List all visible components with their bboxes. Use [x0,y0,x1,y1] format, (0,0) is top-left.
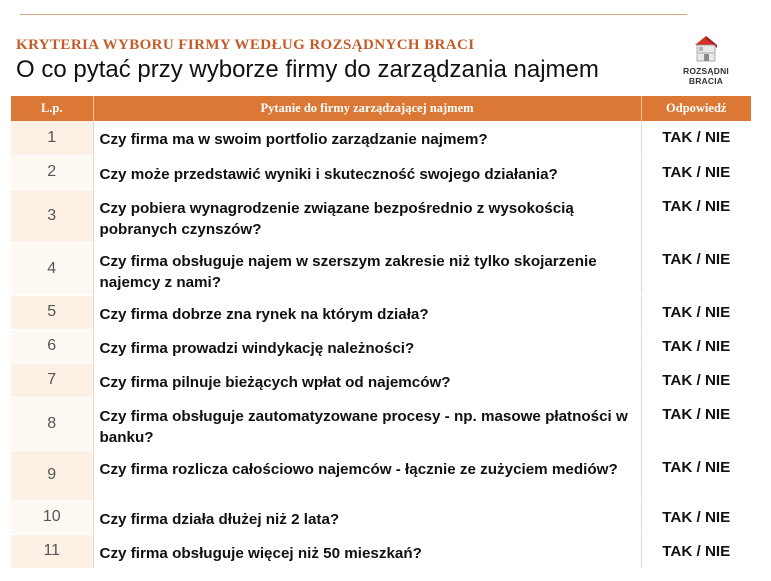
row-number: 5 [11,295,93,329]
row-number: 4 [11,242,93,295]
row-answer: TAK / NIE [641,189,751,242]
criteria-table [11,96,751,569]
table-row [11,500,751,534]
row-answer: TAK / NIE [641,242,751,295]
row-number: 1 [11,121,93,155]
row-answer: TAK / NIE [641,534,751,568]
table-row [11,295,751,329]
table-row [11,534,751,568]
row-answer: TAK / NIE [641,329,751,363]
page-title: O co pytać przy wyborze firmy do zarządzania najmem [16,56,599,83]
table-row [11,155,751,189]
row-number: 2 [11,155,93,189]
table-row [11,450,751,500]
table-row [11,329,751,363]
row-question: Czy firma obsługuje najem w szerszym zakresie niż tylko skojarzenie najemcy z nami? [93,242,641,295]
column-header-lp: L.p. [11,96,93,121]
row-answer: TAK / NIE [641,363,751,397]
table-row [11,242,751,295]
table-row [11,189,751,242]
row-number: 9 [11,450,93,500]
row-question: Czy firma obsługuje więcej niż 50 mieszkań? [93,534,641,568]
column-header-question: Pytanie do firmy zarządzającej najmem [93,96,641,121]
row-question: Czy pobiera wynagrodzenie związane bezpośrednio z wysokością pobranych czynszów? [93,189,641,242]
row-question: Czy firma obsługuje zautomatyzowane procesy - np. masowe płatności w banku? [93,397,641,450]
row-question: Czy firma pilnuje bieżących wpłat od najemców? [93,363,641,397]
row-answer: TAK / NIE [641,500,751,534]
row-number: 8 [11,397,93,450]
row-answer: TAK / NIE [641,397,751,450]
row-number: 11 [11,534,93,568]
table-row [11,397,751,450]
row-question: Czy firma ma w swoim portfolio zarządzanie najmem? [93,121,641,155]
row-question: Czy firma działa dłużej niż 2 lata? [93,500,641,534]
top-divider [20,14,687,15]
table-header-row [11,96,751,121]
row-question: Czy firma dobrze zna rynek na którym działa? [93,295,641,329]
brand-logo [676,32,736,90]
row-question: Czy firma prowadzi windykację należności? [93,329,641,363]
column-header-answer: Odpowiedź [641,96,751,121]
row-answer: TAK / NIE [641,121,751,155]
row-number: 7 [11,363,93,397]
row-number: 6 [11,329,93,363]
row-answer: TAK / NIE [641,155,751,189]
house-logo-icon [689,32,723,66]
row-question: Czy firma rozlicza całościowo najemców - łącznie ze zużyciem mediów? [93,450,641,500]
row-number: 10 [11,500,93,534]
logo-text-line2: BRACIA [688,76,724,86]
row-question: Czy może przedstawić wyniki i skuteczność swojego działania? [93,155,641,189]
logo-text-line1: ROZSĄDNI [683,66,729,76]
table-row [11,121,751,155]
row-answer: TAK / NIE [641,450,751,500]
row-answer: TAK / NIE [641,295,751,329]
page-kicker: KRYTERIA WYBORU FIRMY WEDŁUG ROZSĄDNYCH BRACI [16,37,475,53]
row-number: 3 [11,189,93,242]
table-row [11,363,751,397]
